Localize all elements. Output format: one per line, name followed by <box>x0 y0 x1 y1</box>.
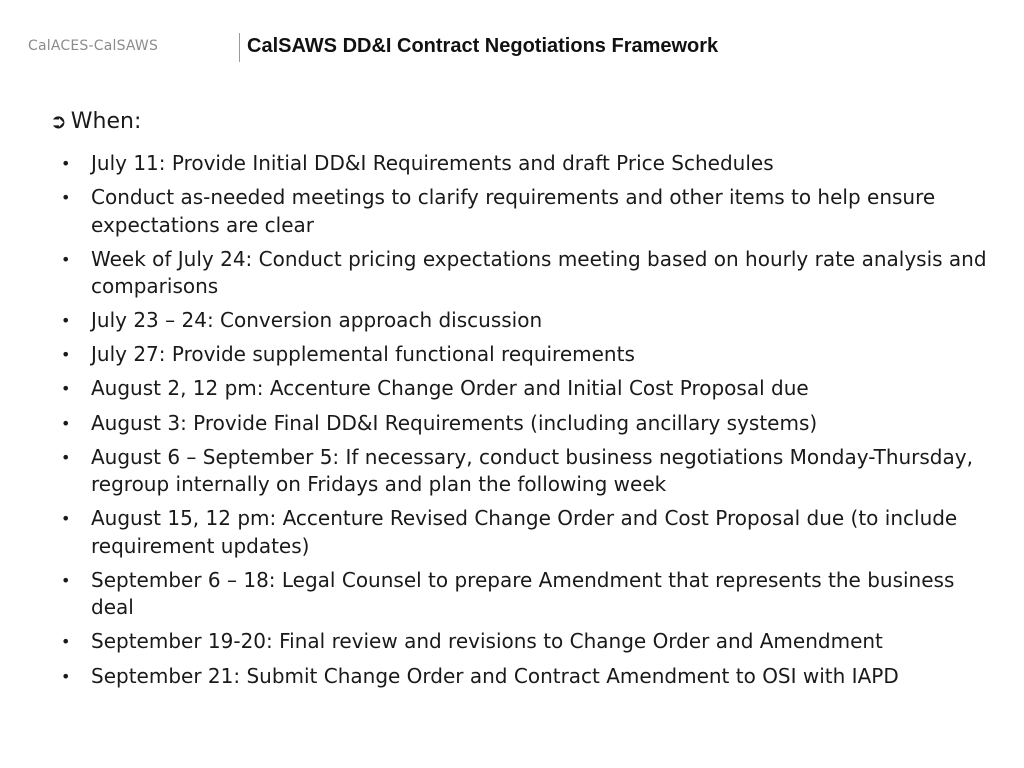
list-item <box>0 628 1024 656</box>
bullet-icon: • <box>61 509 71 529</box>
list-item-text: July 27: Provide supplemental functional requirements <box>91 342 635 367</box>
list-item-text: August 6 – September 5: If necessary, conduct business negotiations Monday-Thursday, regroup internally on Fridays and plan the following week <box>91 444 973 497</box>
list-item-text: August 3: Provide Final DD&I Requirements (including ancillary systems) <box>91 410 818 435</box>
bullet-icon: • <box>61 345 71 365</box>
section-label: When: <box>70 109 142 134</box>
list-item-text: Week of July 24: Conduct pricing expectations meeting based on hourly rate analysis and comparisons <box>91 246 987 299</box>
bullet-icon: • <box>61 666 71 686</box>
schedule-list <box>0 150 1024 697</box>
bullet-icon: • <box>61 413 71 433</box>
list-item <box>0 567 1024 622</box>
section-heading <box>50 109 141 134</box>
list-item-text: September 21: Submit Change Order and Contract Amendment to OSI with IAPD <box>91 663 899 688</box>
list-item-text: August 15, 12 pm: Accenture Revised Change Order and Cost Proposal due (to include requirement updates) <box>91 506 958 558</box>
page-title: CalSAWS DD&I Contract Negotiations Framework <box>247 35 719 57</box>
bullet-icon: • <box>61 249 71 269</box>
list-item-text: Conduct as-needed meetings to clarify requirements and other items to help ensure expectations are clear <box>91 185 936 237</box>
list-item <box>0 410 1024 438</box>
bullet-icon: • <box>61 379 71 399</box>
bullet-icon: • <box>61 632 71 652</box>
bullet-icon: • <box>61 447 71 467</box>
org-label: CalACES-CalSAWS <box>28 38 159 54</box>
list-item-text: August 2, 12 pm: Accenture Change Order and Initial Cost Proposal due <box>91 376 809 401</box>
list-item-text: July 11: Provide Initial DD&I Requirements and draft Price Schedules <box>91 151 774 175</box>
right-arrow-icon: ➲ <box>50 109 67 133</box>
list-item <box>0 663 1024 691</box>
list-item <box>0 341 1024 369</box>
list-item <box>0 505 1024 560</box>
bullet-icon: • <box>61 188 71 208</box>
list-item <box>0 150 1024 178</box>
list-item <box>0 307 1024 335</box>
bullet-icon: • <box>61 154 71 173</box>
list-item <box>0 375 1024 403</box>
bullet-icon: • <box>61 570 71 590</box>
header-divider <box>239 33 240 62</box>
bullet-icon: • <box>61 311 71 331</box>
list-item <box>0 444 1024 499</box>
list-item <box>0 246 1024 301</box>
list-item <box>0 184 1024 239</box>
list-item-text: July 23 – 24: Conversion approach discussion <box>91 308 543 333</box>
list-item-text: September 6 – 18: Legal Counsel to prepare Amendment that represents the business deal <box>91 567 955 620</box>
list-item-text: September 19-20: Final review and revisions to Change Order and Amendment <box>91 629 883 654</box>
